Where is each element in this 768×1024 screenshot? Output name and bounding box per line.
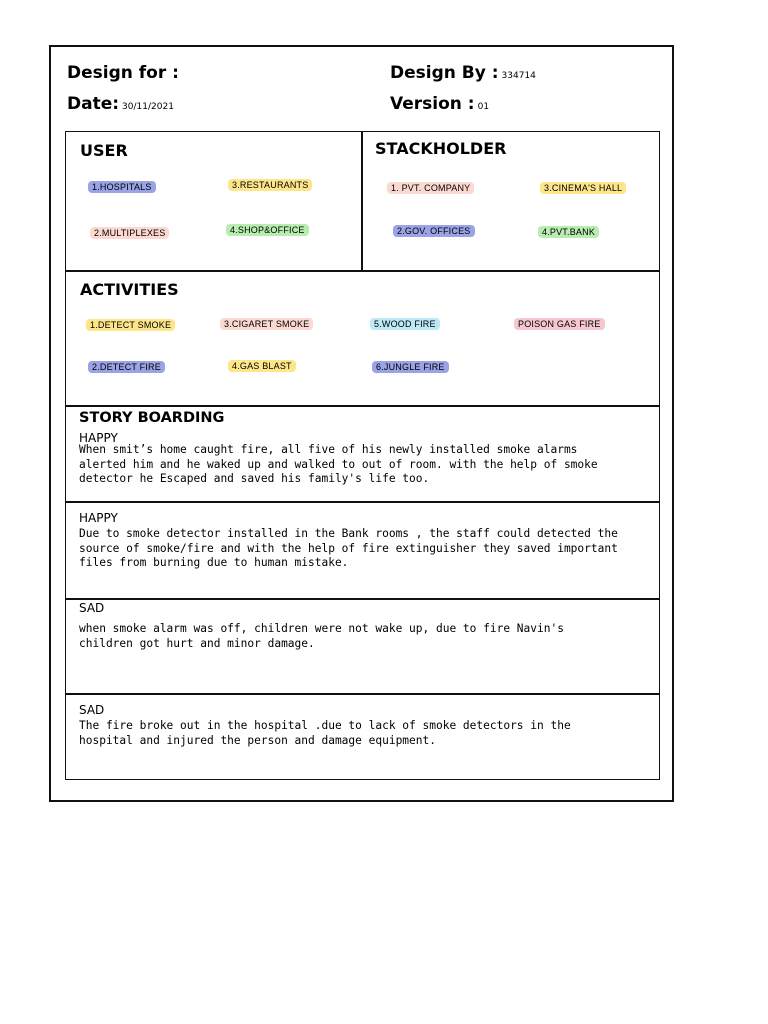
story-2-text: Due to smoke detector installed in the Bank rooms , the staff could detected the source of smoke/fire and with the help of fire extinguisher they saved important files from burning due to human mistake. [79, 527, 618, 569]
user-tag-shop-office: 4.SHOP&OFFICE [226, 224, 309, 236]
version-value: 01 [477, 102, 490, 112]
story-1-mood: HAPPY [79, 431, 118, 445]
user-tag-restaurants: 3.RESTAURANTS [228, 179, 312, 191]
stakeholder-tag-pvt-company: 1. PVT. COMPANY [387, 182, 474, 194]
date-label: Date: [67, 94, 120, 114]
activity-tag-detect-fire: 2.DETECT FIRE [88, 361, 165, 373]
date-field [67, 94, 174, 114]
divider-activities [65, 270, 660, 272]
design-for-label: Design for : [67, 63, 179, 83]
stakeholder-tag-cinemas-hall: 3.CINEMA'S HALL [540, 182, 626, 194]
divider-story-3 [65, 598, 660, 600]
story-1-text: When smit’s home caught fire, all five of his newly installed smoke alarms alerted him and he waked up and walked to out of room. with the help of smoke detector he Escaped and saved his family's life too. [79, 443, 598, 485]
story-3-text: when smoke alarm was off, children were not wake up, due to fire Navin's children got hurt and minor damage. [79, 622, 564, 650]
activity-tag-detect-smoke: 1.DETECT SMOKE [86, 319, 175, 331]
user-tag-hospitals: 1.HOSPITALS [88, 181, 156, 193]
activities-section-title: ACTIVITIES [80, 280, 179, 299]
version-label: Version : [390, 94, 475, 114]
version-field [390, 94, 489, 114]
date-value: 30/11/2021 [122, 102, 174, 112]
design-by-value: 334714 [501, 71, 536, 81]
user-stakeholder-divider [361, 131, 363, 271]
stakeholder-tag-gov-offices: 2.GOV. OFFICES [393, 225, 475, 237]
divider-storyboarding [65, 405, 660, 407]
divider-story-2 [65, 501, 660, 503]
design-for-field [67, 63, 179, 83]
user-tag-multiplexes: 2.MULTIPLEXES [90, 227, 169, 239]
divider-story-4 [65, 693, 660, 695]
activity-tag-wood-fire: 5.WOOD FIRE [370, 318, 440, 330]
user-section-title: USER [80, 141, 128, 160]
storyboarding-section-title: STORY BOARDING [79, 410, 225, 426]
story-3-mood: SAD [79, 601, 105, 615]
activity-tag-jungle-fire: 6.JUNGLE FIRE [372, 361, 449, 373]
activity-tag-gas-blast: 4.GAS BLAST [228, 360, 296, 372]
story-2-mood: HAPPY [79, 511, 118, 525]
design-by-field [390, 63, 536, 83]
design-by-label: Design By : [390, 63, 499, 83]
stakeholder-section-title: STACKHOLDER [375, 139, 507, 158]
story-4-text: The fire broke out in the hospital .due to lack of smoke detectors in the hospital and injured the person and damage equipment. [79, 719, 571, 747]
story-4-mood: SAD [79, 703, 105, 717]
activity-tag-poison-gas-fire: POISON GAS FIRE [514, 318, 605, 330]
stakeholder-tag-pvt-bank: 4.PVT.BANK [538, 226, 599, 238]
activity-tag-cigaret-smoke: 3.CIGARET SMOKE [220, 318, 313, 330]
